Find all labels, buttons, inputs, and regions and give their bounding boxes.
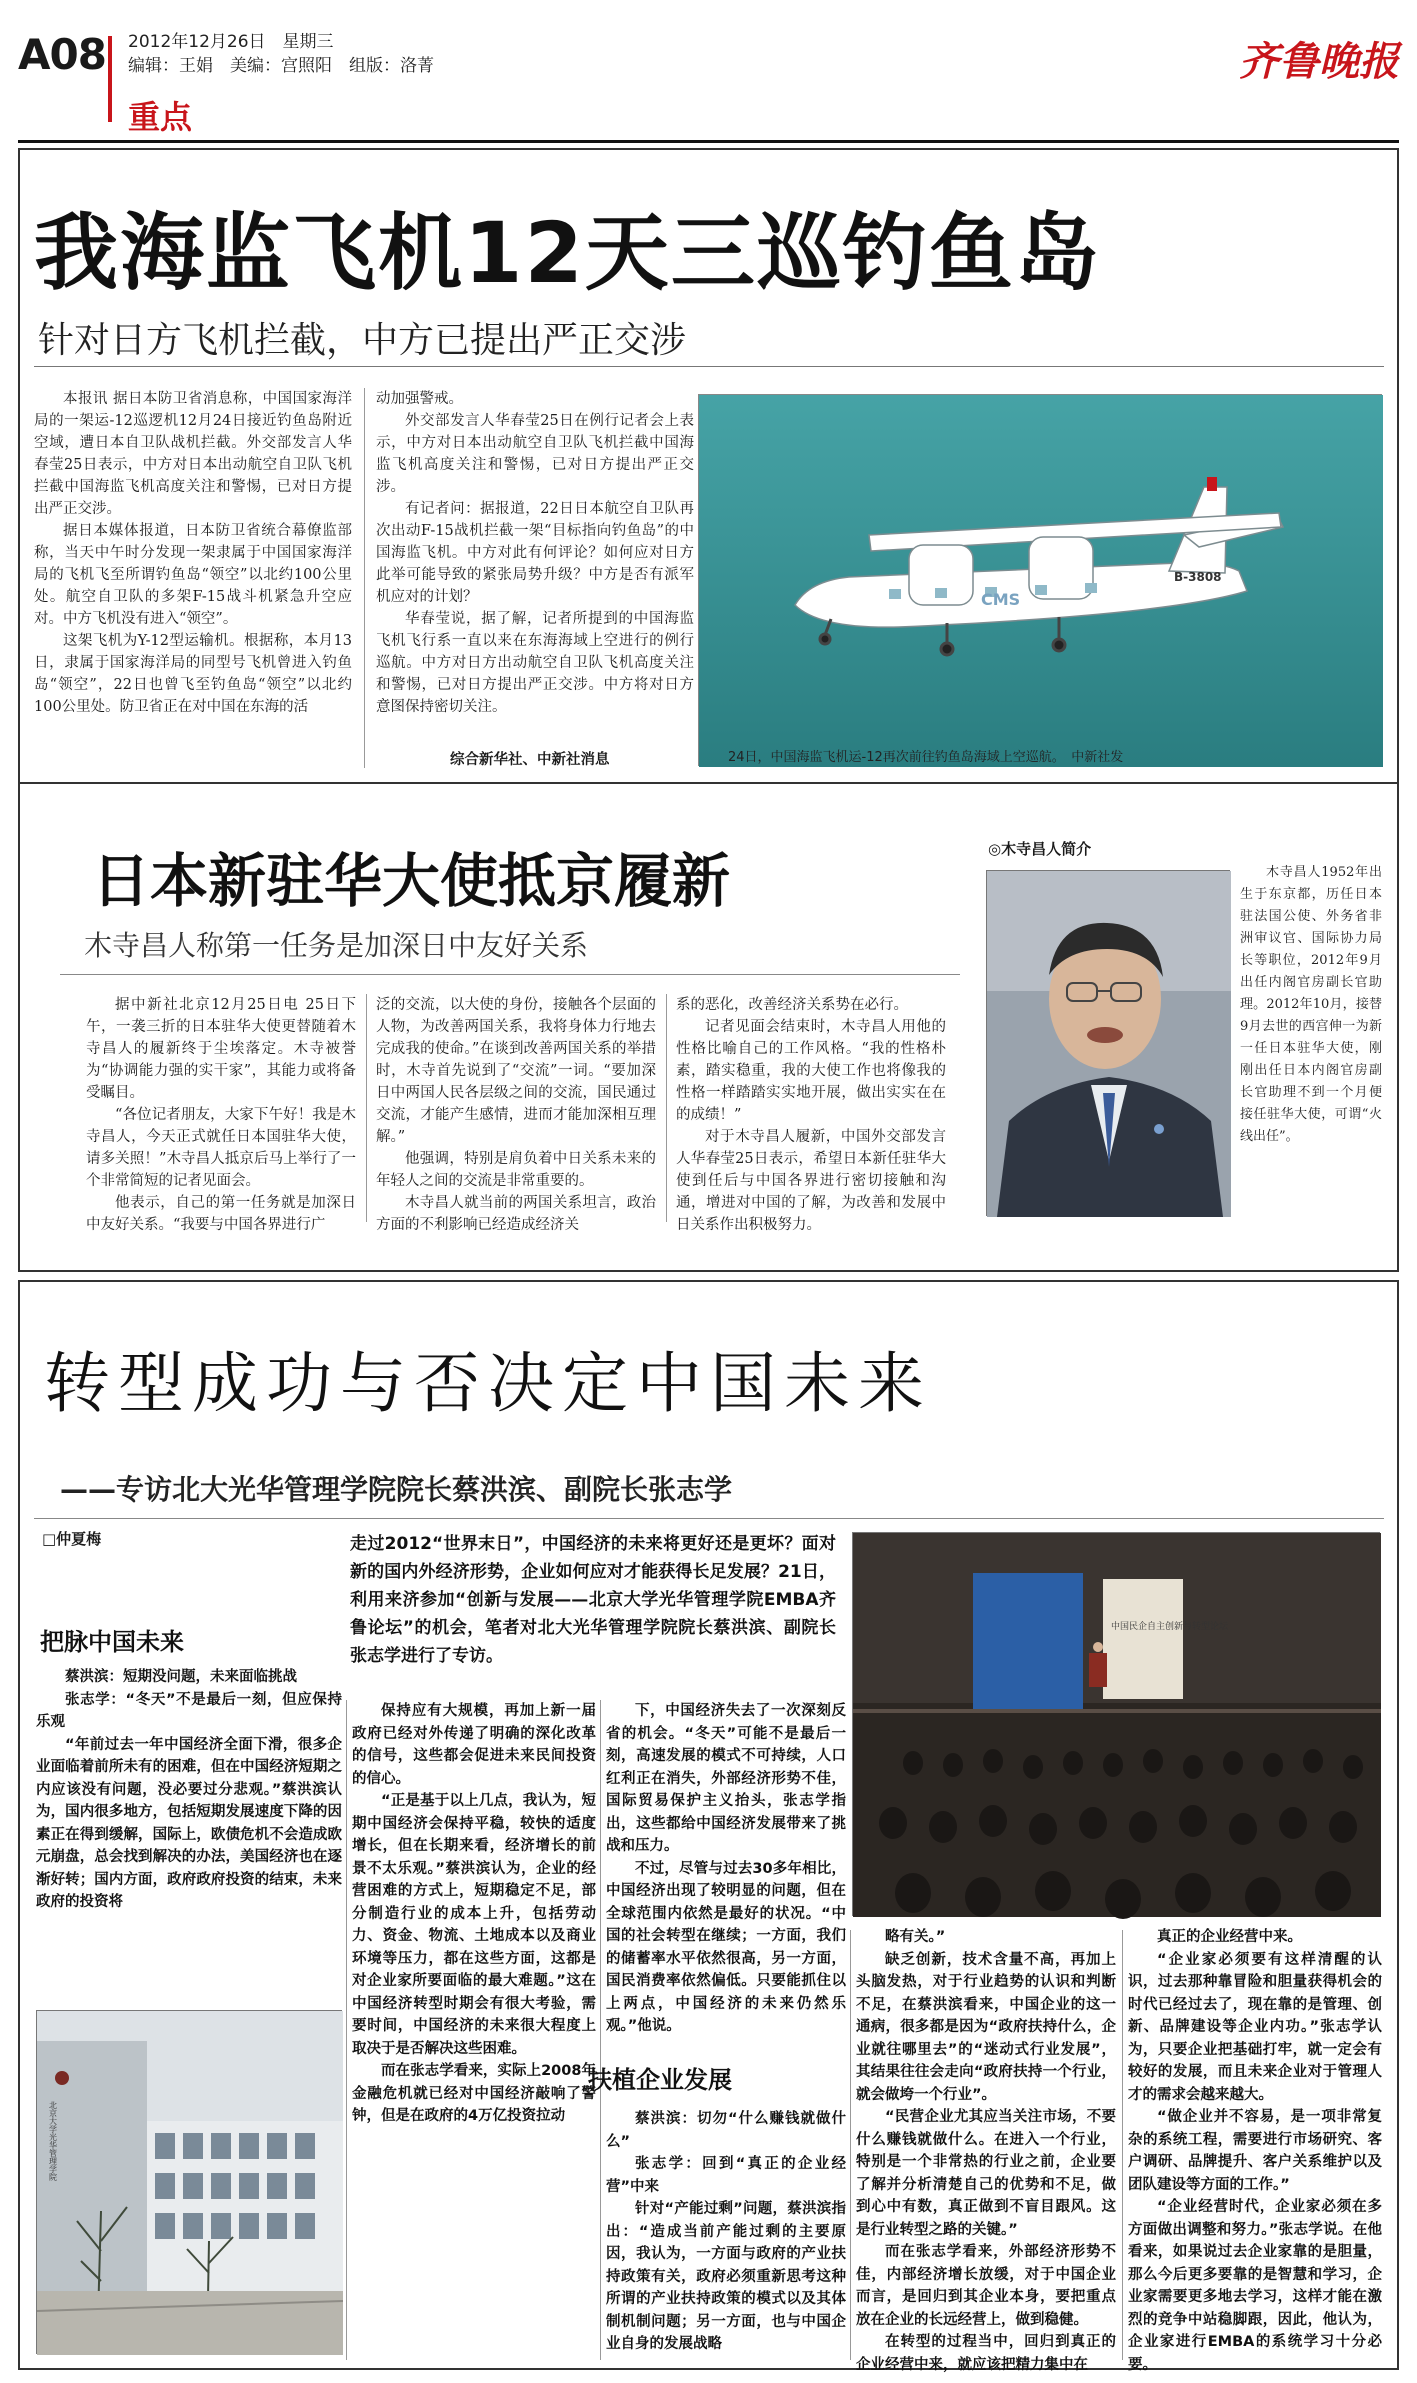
story3-column-d: [856, 1926, 1116, 2373]
story3-paragraph: 保持应有大规模，再加上新一届政府已经对外传递了明确的深化改革的信号，这些都会促进未来民间投资的信心。: [352, 1703, 596, 1787]
story3-deck: ——专访北大光华管理学院院长蔡洪滨、副院长张志学: [60, 1473, 733, 1506]
masthead-meta: [128, 30, 434, 78]
story3-paragraph: 针对“产能过剩”问题，蔡洪滨指出：“造成当前产能过剩的主要原因，我认为，一方面与政府的产业扶持政策有关，政府必须重新思考这种所谓的产业扶持政策的模式以及其体制机制问题；另一方面，也与中国企业自身的发展战略: [606, 2201, 846, 2352]
story3-column-c: [606, 1700, 846, 2060]
story1-paragraph: 本报讯 据日本防卫省消息称，中国国家海洋局的一架运-12巡逻机12月24日接近钓鱼岛附近空域，遭日本自卫队战机拦截。外交部发言人华春莹25日表示，中方对日本出动航空自卫队飞机拦截中国海监飞机高度关注和警惕，已对日方提出严正交涉。: [34, 391, 352, 517]
story3-paragraph: 而在张志学看来，实际上2008年金融危机就已经对中国经济敲响了警钟，但是在政府的4万亿投资拉动: [352, 2063, 596, 2124]
newspaper-logo: 齐鲁晚报: [1239, 38, 1399, 85]
story1-paragraph: 有记者问：据报道，22日日本航空自卫队再次出动F-15战机拦截一架“目标指向钓鱼岛”的中国海监飞机。中方对此有何评论？如何应对日方此举可能导致的紧张局势升级？中方是否有派军机应对的计划？: [376, 501, 694, 605]
ambassador-portrait: [986, 870, 1230, 1216]
story3-qa-heading: 蔡洪滨：切勿“什么赚钱就做什么”: [606, 2111, 846, 2150]
story3-paragraph: 而在张志学看来，外部经济形势不佳，内部经济增长放缓，对于中国企业而言，是回归到其企业本身，要把重点放在企业的长远经营上，做到稳健。: [856, 2244, 1116, 2328]
issue-weekday: 星期三: [282, 32, 334, 52]
building-photo: [36, 2010, 342, 2354]
story3-qa-heading: 张志学：“冬天”不是最后一刻，但应保持乐观: [36, 1691, 342, 1730]
building-sign: 北京大学光华管理学院: [48, 2101, 58, 2181]
staff-credits: 编辑：王娟 美编：宫照阳 组版：洛菁: [128, 56, 434, 76]
story3-paragraph: “正是基于以上几点，我认为，短期中国经济会保持平稳，较快的适度增长，但在长期来看，经济增长的前景不太乐观。”蔡洪滨认为，企业的经营困难的方式上，短期稳定不足，部分制造行业的成本上升，包括劳动力、资金、物流、土地成本以及商业环境等压力，都在这些方面，这都是对企业家所要面临的最大难题。”这在中国经济转型时期会有很大考验，需要时间，中国经济的未来很大程度上取决于是否解决这些困难。: [352, 1793, 596, 2057]
story1-column-2: [376, 388, 694, 744]
story3-paragraph: “企业经营时代，企业家必须在多方面做出调整和努力。”张志学说。在他看来，如果说过去企业家靠的是胆量，那么今后更多要靠的是智慧和学习，企业家需要更多地去学习，这样才能在激烈的竞争中站稳脚跟，因此，他认为，企业家进行EMBA的系统学习十分必要。: [1128, 2199, 1382, 2373]
masthead-rule: [18, 140, 1399, 143]
story3-paragraph: “年前过去一年中国经济全面下滑，很多企业面临着前所未有的困难，但在中国经济短期之内应该没有问题，没必要过分悲观。”蔡洪滨认为，国内很多地方，包括短期发展速度下降的因素正在得到缓解，国际上，欧债危机不会造成欧元崩盘，总会找到解决的办法，美国经济也在逐渐好转；国内方面，政府政府投资的结束，未来政府的投资将: [36, 1736, 342, 1910]
story2-paragraph: 系的恶化，改善经济关系势在必行。: [676, 997, 908, 1013]
plane-registration: B-3808: [1174, 570, 1222, 584]
issue-date: 2012年12月26日: [128, 32, 266, 52]
story2-paragraph: 他强调，特别是肩负着中日关系未来的年轻人之间的交流是非常重要的。: [376, 1151, 656, 1189]
story1-paragraph: 据日本媒体报道，日本防卫省统合幕僚监部称，当天中午时分发现一架隶属于中国国家海洋局的飞机飞至所谓钓鱼岛“领空”以北约100公里处。航空自卫队的多架F-15战斗机紧急升空应对。中方飞机没有进入“领空”。: [34, 523, 352, 627]
story2-headline: 日本新驻华大使抵京履新: [92, 847, 731, 915]
plane-photo-caption: 24日，中国海监飞机运-12再次前往钓鱼岛海域上空巡航。 中新社发: [728, 750, 1124, 765]
story2-paragraph: 泛的交流，以大使的身份，接触各个层面的人物，为改善两国关系，我将身体力行地去完成我的使命。”在谈到改善两国关系的举措时，木寺首先说到了“交流”一词。“要加深日中两国人民各层级之间的交流，国民通过交流，才能产生感情，进而才能加深相互理解。”: [376, 997, 656, 1145]
story2-paragraph: 木寺昌人就当前的两国关系坦言，政治方面的不利影响已经造成经济关: [376, 1195, 656, 1233]
plane-logo: CMS: [981, 590, 1021, 609]
story3-qa-heading: 蔡洪滨：短期没问题，未来面临挑战: [65, 1669, 297, 1685]
story3-headline: 转型成功与否决定中国未来: [44, 1345, 932, 1422]
page-number: A08: [18, 30, 106, 79]
story3-paragraph: 下，中国经济失去了一次深刻反省的机会。“冬天”可能不是最后一刻，高速发展的模式不可持续，人口红利正在消失，外部经济形势不佳，国际贸易保护主义抬头，张志学指出，这些都给中国经济发展带来了挑战和压力。: [606, 1703, 846, 1854]
bio-paragraph: 木寺昌人1952年出生于东京都，历任日本驻法国公使、外务省非洲审议官、国际协力局长等职位，2012年9月出任内阁官房副长官助理。2012年10月，接替9月去世的西宫伸一为新一任日本驻华大使，刚刚出任日本内阁官房副长官助理不到一个月便接任驻华大使，可谓“火线出任”。: [1240, 865, 1382, 1144]
story2-column-1: [86, 994, 356, 1233]
story1-paragraph: 华春莹说，据了解，记者所提到的中国海监飞机飞行系一直以来在东海海域上空进行的例行巡航。中方对日方出动航空自卫队飞机高度关注和警惕，已对日方提出严正交涉。中方将对日方意图保持密切关注。: [376, 611, 694, 715]
story3-paragraph: 略有关。”: [885, 1929, 946, 1945]
story1-credit: 综合新华社、中新社消息: [450, 752, 610, 768]
story3-byline: □仲夏梅: [42, 1530, 102, 1548]
story3-lead: 走过2012“世界末日”，中国经济的未来将更好还是更坏？面对新的国内外经济形势，企业如何应对才能获得长足发展？21日，利用来济参加“创新与发展——北京大学光华管理学院EMBA齐鲁论坛”的机会，笔者对北大光华管理学院院长蔡洪滨、副院长张志学进行了专访。: [350, 1534, 836, 1666]
story1-column-1: [34, 388, 352, 768]
story3-paragraph: 在转型的过程当中，回归到真正的企业经营中来，就应该把精力集中在: [856, 2334, 1116, 2373]
story2-subhead: 木寺昌人称第一任务是加深日中友好关系: [84, 929, 589, 962]
story3-column-b: [352, 1700, 596, 2360]
story3-paragraph: 真正的企业经营中来。: [1157, 1929, 1302, 1945]
forum-banner: 中国民企自主创新与转型论坛: [1111, 1622, 1229, 1632]
story2-column-2: [376, 994, 656, 1233]
plane-photo: [698, 394, 1382, 766]
story2-paragraph: “各位记者朋友，大家下午好！我是木寺昌人，今天正式就任日本国驻华大使，请多关照！”木寺昌人抵京后马上举行了一个非常简短的记者见面会。: [86, 1107, 356, 1189]
story3-paragraph: “民营企业尤其应当关注市场，不要什么赚钱就做什么。在进入一个行业，特别是一个非常热的行业之前，企业要了解并分析清楚自己的优势和不足，做到心中有数，真正做到不盲目跟风。这是行业转型之路的关键。”: [856, 2109, 1116, 2238]
story3-column-e: [1128, 1926, 1382, 2373]
story3-paragraph: 不过，尽管与过去30多年相比，中国经济出现了较明显的问题，但在全球范围内依然是最好的状况。“中国的社会转型在继续；一方面，我们的储蓄率水平依然很高，另一方面，国民消费率依然偏低。只要能抓住以上两点，中国经济的未来仍然乐观。”他说。: [606, 1860, 846, 2034]
story3-qa-heading: 张志学：回到“真正的企业经营”中来: [606, 2156, 846, 2195]
section-heading-2: 扶植企业发展: [588, 2066, 732, 2094]
story3-column-c2: [606, 2108, 846, 2360]
bio-text: [1240, 862, 1382, 1222]
story1-paragraph: 外交部发言人华春莹25日在例行记者会上表示，中方对日本出动航空自卫队飞机拦截中国海监飞机高度关注和警惕，已对日方提出严正交涉。: [376, 413, 694, 495]
story3-paragraph: “企业家必须要有这样清醒的认识，过去那种靠冒险和胆量获得机会的时代已经过去了，现在靠的是管理、创新、品牌建设等企业内功。”张志学认为，只要企业把基础打牢，就一定会有较好的发展，而且未来企业对于管理人才的需求会越来越大。: [1128, 1951, 1382, 2103]
story2-paragraph: 对于木寺昌人履新，中国外交部发言人华春莹25日表示，希望日本新任驻华大使到任后与中国各界进行密切接触和沟通，增进对中国的了解，为改善和发展中日关系作出积极努力。: [676, 1129, 946, 1233]
story3-column-a: [36, 1666, 342, 2006]
story1-headline: 我海监飞机12天三巡钓鱼岛: [34, 204, 1101, 302]
story3-paragraph: “做企业并不容易，是一项非常复杂的系统工程，需要进行市场研究、客户调研、品牌提升、客户关系维护以及团队建设等方面的工作。”: [1128, 2109, 1382, 2193]
section-heading-1: 把脉中国未来: [40, 1628, 184, 1656]
section-label: 重点: [128, 98, 193, 136]
story2-column-3: [676, 994, 946, 1233]
story2-paragraph: 据中新社北京12月25日电 25日下午，一袭三折的日本驻华大使更替随着木寺昌人的履新终于尘埃落定。木寺被誉为“协调能力强的实干家”，其能力或将备受瞩目。: [86, 997, 356, 1101]
story2-paragraph: 记者见面会结束时，木寺昌人用他的性格比喻自己的工作风格。“我的性格朴素，踏实稳重，我的大使工作也将像我的性格一样踏踏实实地开展，做出实实在在的成绩！”: [676, 1019, 946, 1123]
story1-paragraph: 动加强警戒。: [376, 391, 463, 407]
bio-title: ◎木寺昌人简介: [988, 840, 1092, 858]
story3-paragraph: 缺乏创新，技术含量不高，再加上头脑发热，对于行业趋势的认识和判断不足，在蔡洪滨看来，中国企业的这一通病，很多都是因为“政府扶持什么，企业就往哪里去”的“迷动式行业发展”，其结果往往会走向“政府扶持一个行业，就会做垮一个行业”。: [856, 1951, 1116, 2103]
story2-paragraph: 他表示，自己的第一任务就是加深日中友好关系。“我要与中国各界进行广: [86, 1195, 356, 1233]
masthead-divider: [108, 36, 112, 122]
forum-photo: [852, 1532, 1380, 1916]
story1-subhead: 针对日方飞机拦截，中方已提出严正交涉: [38, 320, 687, 361]
story1-paragraph: 这架飞机为Y-12型运输机。根据称，本月13日，隶属于国家海洋局的同型号飞机曾进入钓鱼岛“领空”，22日也曾飞至钓鱼岛“领空”以北约100公里处。防卫省正在对中国在东海的活: [34, 633, 352, 715]
